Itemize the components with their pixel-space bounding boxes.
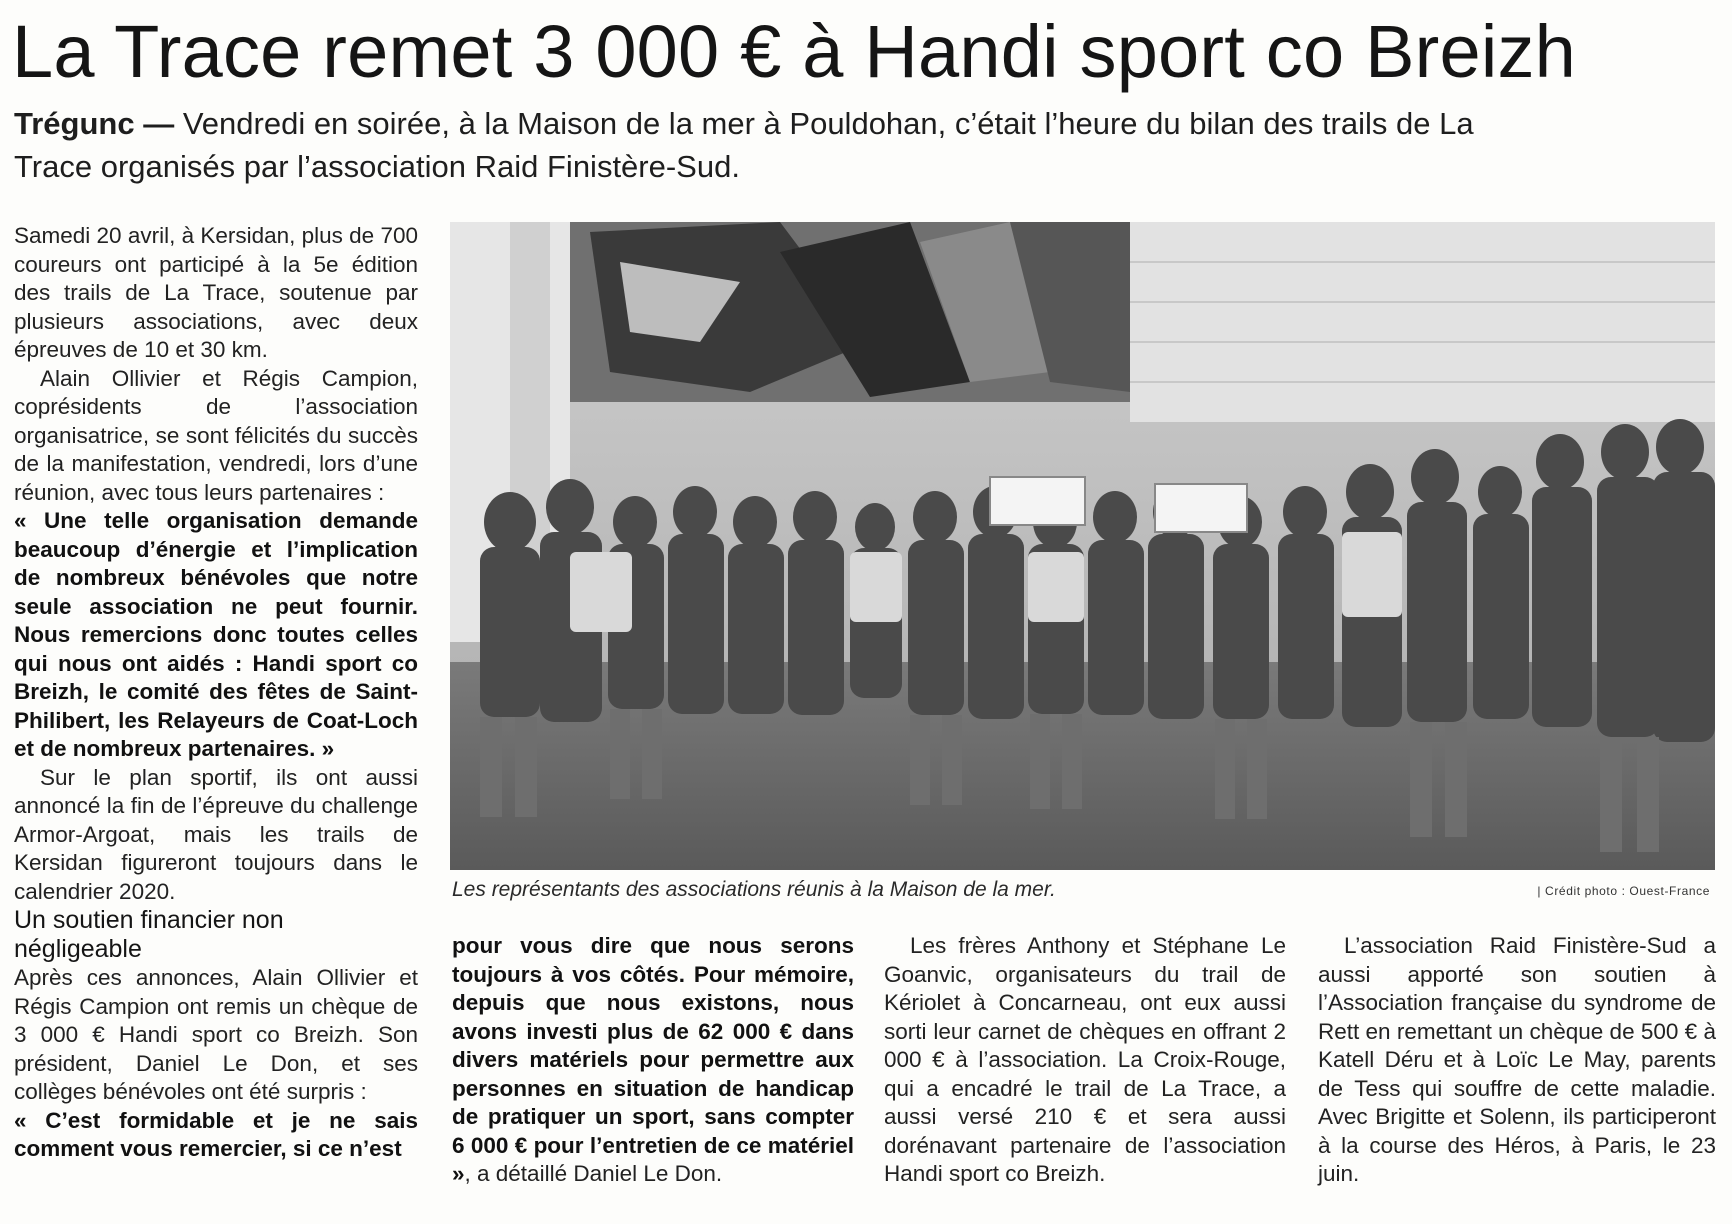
paragraph: Les frères Anthony et Stéphane Le Goanvic, organisateurs du trail de Kériolet à Concarneau, ont eux aussi sorti leur carnet de chèques en offrant 2 000 € à l’association. La Croix-Rouge, qui a encadré le trail de La Trace, a aussi versé 210 € et sera aussi dorénavant partenaire de l’association Handi sport co Breizh. <box>884 933 1286 1186</box>
photo-credit: | Crédit photo : Ouest-France <box>1537 884 1710 898</box>
photo-caption: Les représentants des associations réunis à la Maison de la mer. <box>452 878 1056 901</box>
paragraph: Sur le plan sportif, ils ont aussi annoncé la fin de l’épreuve du challenge Armor-Argoat, mais les trails de Kersidan figureront toujours dans le calendrier 2020. <box>14 764 418 904</box>
column-4 <box>1318 932 1716 1189</box>
column-1 <box>14 222 418 1164</box>
dateline: Trégunc — <box>14 106 175 141</box>
group-photo <box>450 222 1715 870</box>
paragraph: L’association Raid Finistère-Sud a aussi apporté son soutien à l’Association française du syndrome de Rett en remettant un chèque de 500 € à Katell Déru et à Loïc Le May, parents de Tess qui souffre de cette maladie. Avec Brigitte et Solenn, ils participeront à la course des Héros, à Paris, le 23 juin. <box>1318 933 1716 1186</box>
group-photo-illustration <box>450 222 1715 870</box>
lead-paragraph <box>14 102 1514 188</box>
quote: pour vous dire que nous serons toujours à vos côtés. Pour mémoire, depuis que nous existons, nous avons investi plus de 62 000 € dans divers matériels pour permettre aux personnes en situation de handicap de pratiquer un sport, sans compter 6 000 € pour l’entretien de ce matériel », a détaillé Daniel Le Don. <box>452 933 854 1186</box>
column-3 <box>884 932 1286 1189</box>
lead-text: Vendredi en soirée, à la Maison de la mer à Pouldohan, c’était l’heure du bilan des trails de La Trace organisés par l’association Raid Finistère-Sud. <box>14 106 1474 184</box>
cheque <box>990 477 1085 525</box>
column-2 <box>452 932 854 1189</box>
paragraph: Samedi 20 avril, à Kersidan, plus de 700 coureurs ont participé à la 5e édition des trails de La Trace, soutenue par plusieurs associations, avec deux épreuves de 10 et 30 km. <box>14 223 418 362</box>
quote: « C’est formidable et je ne sais comment vous remercier, si ce n’est <box>14 1107 418 1161</box>
subheading: Un soutien financier non négligeable <box>14 906 284 963</box>
paragraph: Après ces annonces, Alain Ollivier et Régis Campion ont remis un chèque de 3 000 € Handi sport co Breizh. Son président, Daniel Le Don, et ses collèges bénévoles ont été surpris : <box>14 965 418 1104</box>
paragraph: Alain Ollivier et Régis Campion, coprésidents de l’association organisatrice, se sont félicités du succès de la manifestation, vendredi, lors d’une réunion, avec tous leurs partenaires : <box>14 365 418 505</box>
quote: « Une telle organisation demande beaucoup d’énergie et l’implication de nombreux bénévoles que notre seule association ne peut fournir. Nous remercions donc toutes celles qui nous ont aidés : Handi sport co Breizh, le comité des fêtes de Saint-Philibert, les Relayeurs de Coat-Loch et de nombreux partenaires. » <box>14 508 418 761</box>
cheque <box>1155 484 1247 532</box>
headline: La Trace remet 3 000 € à Handi sport co Breizh <box>12 10 1577 93</box>
